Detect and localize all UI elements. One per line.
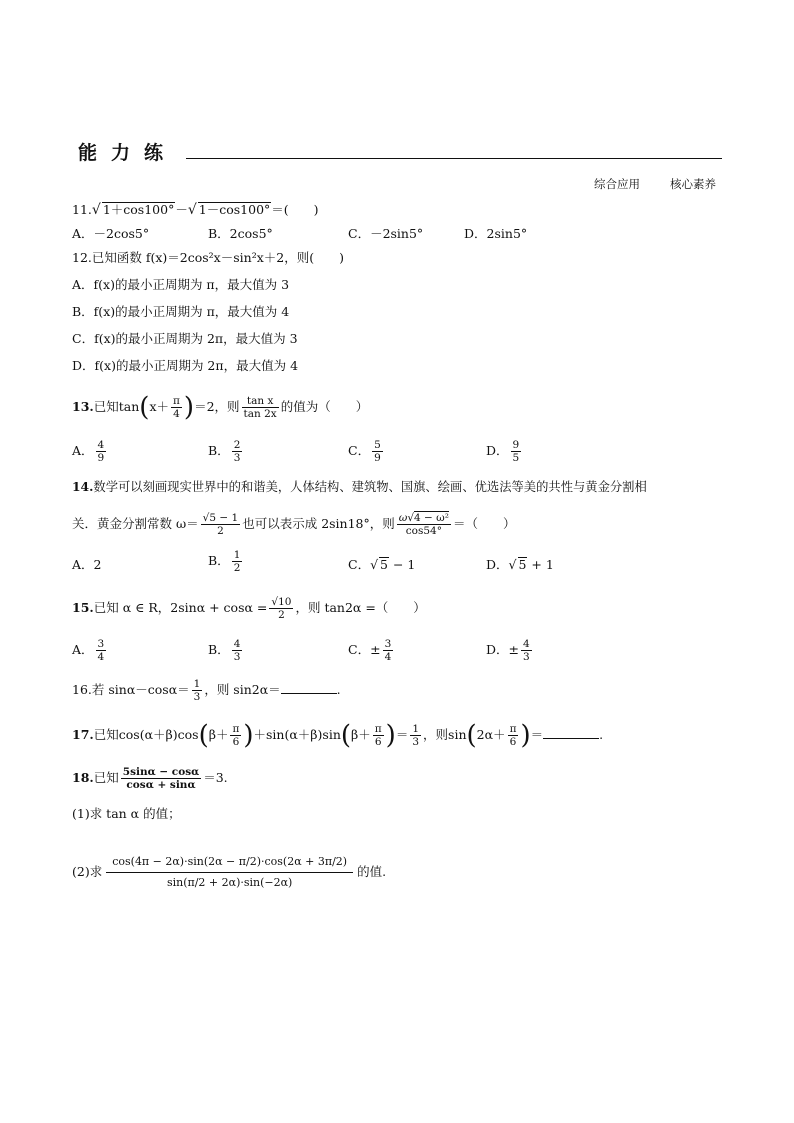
q13-option-d[interactable]: D． $\frac{9}{5}$ [486,439,520,464]
q17-answer-blank[interactable] [543,726,599,739]
q15-option-b[interactable]: B． $\frac{4}{3}$ [208,638,241,663]
q15-option-c[interactable]: C．± $\frac{3}{4}$ [348,638,392,663]
q18-part2: (2)求 $\frac{\cos(4\pi - 2\alpha)\cdot\sin(2\alpha - \pi/2)\cdot\cos(2\alpha + 3\pi/2)}{\sin(\pi/2 + 2\alpha)\cdot\sin(-2\alpha)}$ 的值. [72,852,386,893]
section-title: 能力练 [78,142,178,164]
q15-option-a[interactable]: A． $\frac{3}{4}$ [72,638,105,663]
q14-option-b[interactable]: B． $\frac{1}{2}$ [208,549,241,574]
q13-option-c[interactable]: C． $\frac{5}{9}$ [348,439,381,464]
q16-answer-blank[interactable] [281,681,337,694]
q12-option-c[interactable]: C．f(x)的最小正周期为 2π，最大值为 3 [72,331,298,346]
tag-application: 综合应用 [594,177,640,191]
q14-option-d[interactable]: D．√ 5 + 1 [486,557,554,572]
q11-option-c[interactable]: C．－2sin5° [348,226,424,241]
q18-part1: (1)求 tan α 的值； [72,806,181,821]
q14-line1: 14.数学可以刻画现实世界中的和谐美，人体结构、建筑物、国旗、绘画、优选法等美的共性与黄金分割相 [72,479,647,494]
q16-stem: 16.若 sinα－cosα＝ $\frac{1}{3}$ ，则 sin2α＝ . [72,678,341,703]
q11-option-a[interactable]: A．－2cos5° [72,226,150,241]
q14-option-c[interactable]: C．√ 5 − 1 [348,557,416,572]
q12-option-d[interactable]: D．f(x)的最小正周期为 2π，最大值为 4 [72,358,299,373]
q11-option-d[interactable]: D．2sin5° [464,226,528,241]
q11-option-b[interactable]: B．2cos5° [208,226,273,241]
q13-option-b[interactable]: B． $\frac{2}{3}$ [208,439,241,464]
q13-stem: 13.已知tan(x＋ $\frac{\pi}{4}$ )＝2，则 $\frac{\text{tan x}}{\tan 2x}$ 的值为（ ） [72,392,369,423]
q14-line2: 关．黄金分割常数 ω＝ $\frac{√5 - 1}{2}$ 也可以表示成 2sin18°，则 $\frac{\text{ω√4 − ω²}}{\cos 54^\circ}$ ＝（ ） [72,512,516,537]
q12-stem: 12.已知函数 f(x)＝2cos²x－sin²x＋2，则( ) [72,250,344,265]
q15-option-d[interactable]: D．± $\frac{4}{3}$ [486,638,530,663]
q15-stem: 15.已知 α ∈ R，2sinα + cosα = $\frac{√10}{2}$ ，则 tan2α =（ ） [72,596,426,621]
q18-stem: 18.已知 $\frac{5\sin\alpha - \cos\alpha}{\cos\alpha + \sin\alpha}$ ＝3. [72,766,228,791]
q12-option-b[interactable]: B．f(x)的最小正周期为 π，最大值为 4 [72,304,290,319]
tag-literacy: 核心素养 [670,177,716,191]
q11-stem: 11.√ 1＋cos100°－√ 1－cos100°＝( ) [72,202,319,218]
q12-option-a[interactable]: A．f(x)的最小正周期为 π，最大值为 3 [72,277,290,292]
q13-option-a[interactable]: A． $\frac{4}{9}$ [72,439,105,464]
q17-stem: 17.已知cos(α＋β)cos(β＋ $\frac{\pi}{6}$ )＋sin(α＋β)sin(β＋ $\frac{\pi}{6}$ )＝ $\frac{1}{3}$ ，则sin(2α＋ $\frac{\pi}{6}$ )＝ . [72,720,604,751]
title-rule [186,158,722,159]
q14-option-a[interactable]: A．2 [72,557,102,572]
